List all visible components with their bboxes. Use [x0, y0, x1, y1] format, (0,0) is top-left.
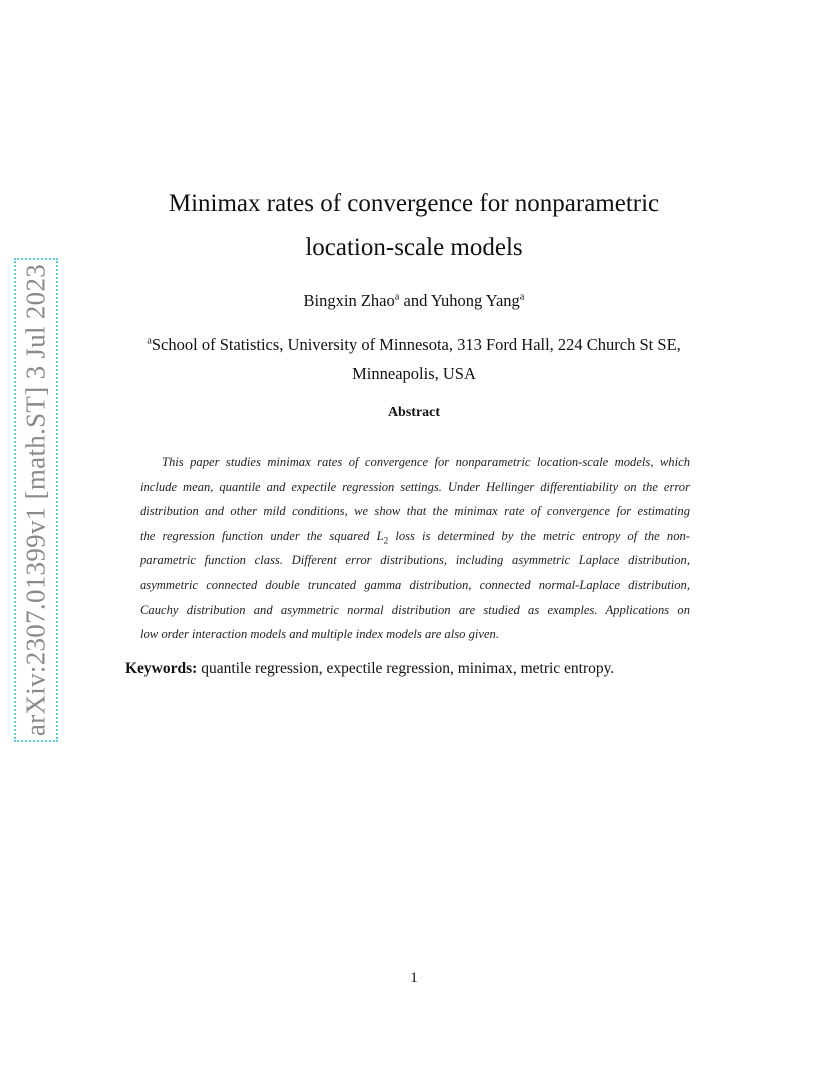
math-subscript: 2 — [383, 535, 389, 546]
abstract-line: asymmetric connected double truncated gamma distribution, connected normal-Laplace distribution, — [140, 577, 690, 592]
affiliation-line-2: Minneapolis, USA — [352, 364, 476, 383]
author-name: Bingxin Zhao — [303, 291, 395, 310]
abstract-line: parametric function class. Different error distributions, including asymmetric Laplace distribution, — [140, 553, 690, 568]
abstract-line: include mean, quantile and expectile regression settings. Under Hellinger differentiability on the error — [140, 479, 690, 494]
abstract-line: low order interaction models and multiple index models are also given. — [140, 627, 499, 642]
affiliation-mark: a — [394, 291, 400, 303]
paper-title-line-1: Minimax rates of convergence for nonparametric — [168, 190, 660, 217]
abstract-text: loss is determined by the metric entropy of the non- — [388, 528, 690, 543]
abstract-body — [140, 450, 690, 647]
abstract-line: Cauchy distribution and asymmetric normal distribution are studied as examples. Applications on — [140, 602, 690, 617]
abstract-line — [140, 524, 690, 549]
affiliation-text: School of Statistics, University of Minnesota, 313 Ford Hall, 224 Church St SE, — [151, 335, 681, 354]
affiliation-line-1 — [0, 335, 828, 355]
affiliation-mark: a — [519, 291, 525, 303]
abstract-line: distribution and other mild conditions, we show that the minimax rate of convergence for estimating — [140, 504, 690, 519]
arxiv-stamp — [14, 258, 58, 742]
math-symbol: L — [376, 528, 384, 543]
keywords-text: quantile regression, expectile regression, minimax, metric entropy. — [197, 660, 615, 677]
author-connector: and — [399, 291, 431, 310]
abstract-line: This paper studies minimax rates of convergence for nonparametric location-scale models, which — [162, 455, 690, 469]
keywords-label: Keywords: — [125, 660, 198, 677]
keywords — [125, 660, 614, 678]
author-list — [0, 291, 828, 311]
abstract-heading: Abstract — [387, 405, 441, 420]
affiliation-mark: a — [147, 335, 152, 347]
arxiv-identifier: arXiv:2307.01399v1 [math.ST] 3 Jul 2023 — [20, 263, 51, 737]
page-number: 1 — [410, 970, 418, 986]
abstract-text: the regression function under the squared — [140, 528, 377, 543]
author-name: Yuhong Yang — [430, 291, 520, 310]
paper-title-line-2: location-scale models — [305, 234, 523, 261]
